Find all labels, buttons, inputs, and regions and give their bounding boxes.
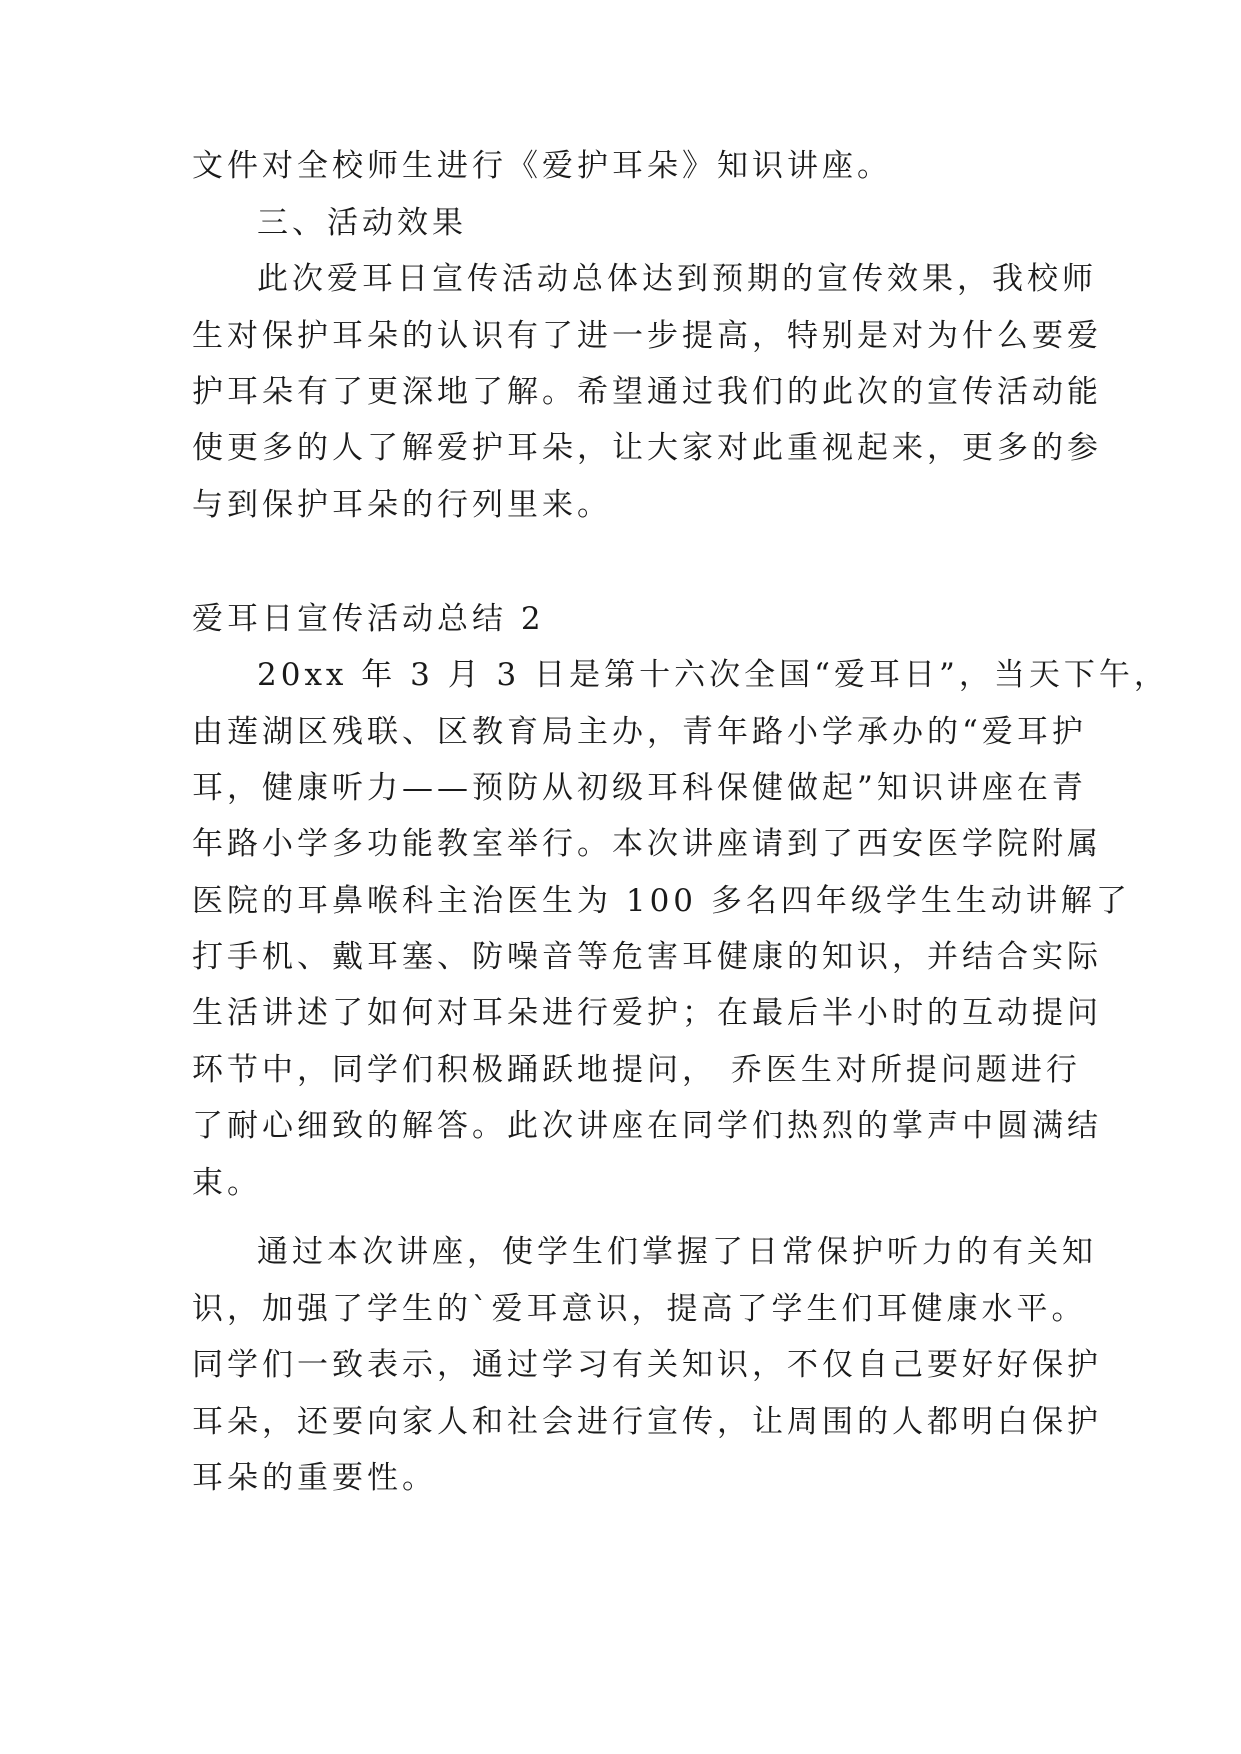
text-line: 同学们一致表示，通过学习有关知识，不仅自己要好好保护 [192, 1347, 1102, 1383]
section-title: 爱耳日宣传活动总结 2 [192, 601, 545, 637]
text-line: 使更多的人了解爱护耳朵，让大家对此重视起来，更多的参 [192, 430, 1102, 466]
text-line: 耳，健康听力——预防从初级耳科保健做起”知识讲座在青 [192, 770, 1087, 806]
text-line: 生活讲述了如何对耳朵进行爱护；在最后半小时的互动提问 [192, 995, 1102, 1031]
text-line: 护耳朵有了更深地了解。希望通过我们的此次的宣传活动能 [192, 374, 1102, 410]
text-line: 打手机、戴耳塞、防噪音等危害耳健康的知识，并结合实际 [192, 939, 1102, 975]
text-line: 识，加强了学生的`爱耳意识，提高了学生们耳健康水平。 [192, 1291, 1087, 1327]
text-line: 耳朵，还要向家人和社会进行宣传，让周围的人都明白保护 [192, 1404, 1102, 1440]
text-line: 医院的耳鼻喉科主治医生为 100 多名四年级学生生动讲解了 [192, 883, 1131, 919]
text-line: 此次爱耳日宣传活动总体达到预期的宣传效果，我校师 [257, 261, 1097, 297]
text-line: 文件对全校师生进行《爱护耳朵》知识讲座。 [192, 148, 892, 184]
text-line: 生对保护耳朵的认识有了进一步提高，特别是对为什么要爱 [192, 318, 1102, 354]
text-line: 20xx 年 3 月 3 日是第十六次全国“爱耳日”，当天下午， [257, 657, 1169, 693]
section-heading: 三、活动效果 [257, 205, 467, 241]
text-line: 年路小学多功能教室举行。本次讲座请到了西安医学院附属 [192, 826, 1102, 862]
text-line: 环节中，同学们积极踊跃地提问， 乔医生对所提问题进行 [192, 1052, 1081, 1088]
text-line: 与到保护耳朵的行列里来。 [192, 487, 612, 523]
text-line: 束。 [192, 1165, 262, 1201]
text-line: 通过本次讲座，使学生们掌握了日常保护听力的有关知 [257, 1234, 1097, 1270]
text-line: 耳朵的重要性。 [192, 1460, 437, 1496]
text-line: 由莲湖区残联、区教育局主办，青年路小学承办的“爱耳护 [192, 714, 1087, 750]
text-line: 了耐心细致的解答。此次讲座在同学们热烈的掌声中圆满结 [192, 1108, 1102, 1144]
